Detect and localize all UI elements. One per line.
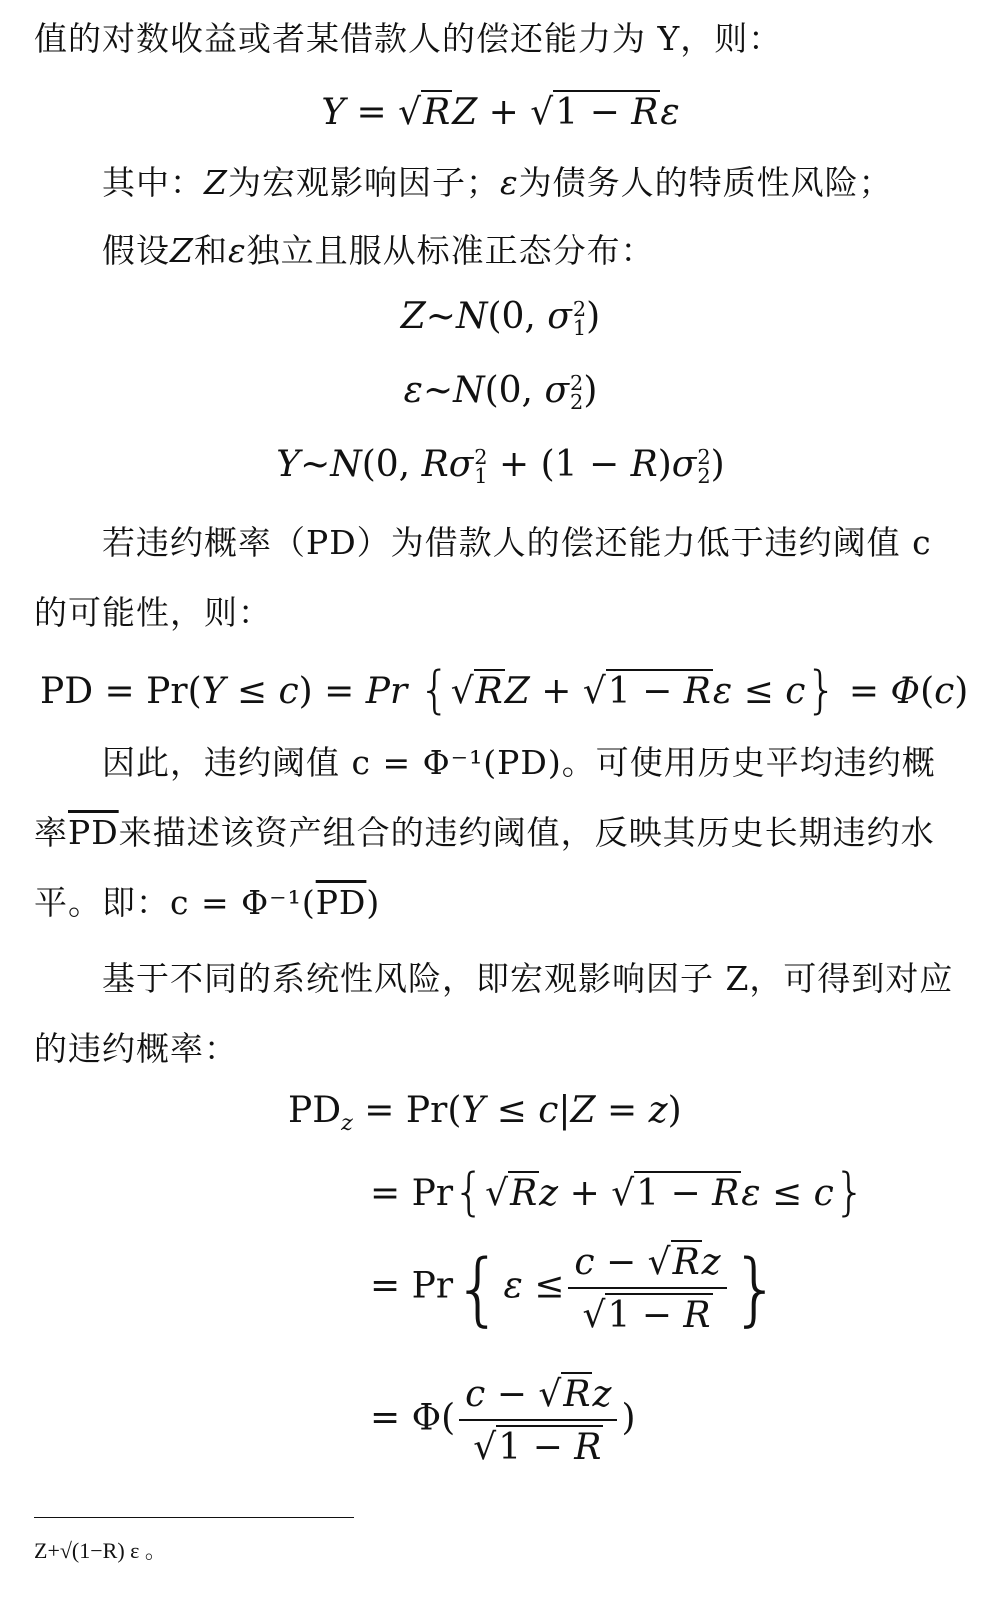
equation-pdz-4: = Φ( $\frac{c - √Rz}{√1 - R}$ )	[370, 1374, 636, 1469]
footnote-divider	[34, 1517, 354, 1518]
threshold-text-c: )	[366, 883, 381, 922]
threshold-text-b: 来描述该资产组合的违约阈值，反映其历史长期违约水平。即：c = Φ⁻¹(	[34, 813, 935, 922]
where-eps-desc: 为债务人的特质性风险；	[518, 163, 893, 202]
assume-desc: 独立且服从标准正态分布：	[246, 231, 655, 270]
paragraph-where	[34, 148, 964, 218]
paragraph-systematic-text: 基于不同的系统性风险，即宏观影响因子 Z，可得到对应的违约概率：	[34, 959, 954, 1068]
where-eps-symbol: ε	[499, 163, 519, 202]
threshold-text-a: 因此，违约阈值 c = Φ⁻¹(PD)。可使用历史平均违约概率	[34, 743, 936, 852]
paragraph-pd-definition	[34, 508, 964, 648]
where-z-symbol: Z	[204, 163, 228, 202]
pd-bar-symbol-2: $\overline{PD}$	[315, 883, 367, 922]
equation-pdz-3: = Pr{ε ≤ $\frac{c - √Rz}{√1 - R}$ }	[370, 1241, 782, 1337]
footnote	[34, 1534, 167, 1565]
paragraph-assume	[34, 216, 964, 286]
paragraph-intro	[34, 4, 964, 74]
equation-pd: PD = Pr(Y ≤ c) = Pr {√RZ + √1 − Rε ≤ c} = Φ(c)	[40, 660, 969, 719]
equation-pdz-1: $PD_z = Pr(Y \le c|Z = z)$	[288, 1090, 682, 1137]
footnote-text: Z+√(1−R) ε 。	[34, 1538, 167, 1563]
assume-prefix: 假设	[102, 231, 170, 270]
assume-z-symbol: Z	[170, 231, 194, 270]
paragraph-systematic	[34, 944, 964, 1084]
paragraph-intro-text: 值的对数收益或者某借款人的偿还能力为 Y，则：	[34, 19, 783, 58]
where-prefix: 其中：	[102, 163, 204, 202]
equation-y: Y = √RZ + √1 − Rε	[321, 92, 680, 133]
pd-bar-symbol: $\overline{PD}$	[68, 813, 119, 852]
paragraph-pd-text: 若违约概率（PD）为借款人的偿还能力低于违约阈值 c 的可能性，则：	[34, 523, 932, 632]
equation-dist-z: Z~N(0, σ 2 1 )	[400, 296, 601, 340]
equation-dist-eps: ε~N(0, σ 2 2 )	[403, 370, 598, 414]
equation-pdz-2: = Pr{√Rz + √1 − Rε ≤ c}	[370, 1162, 866, 1221]
assume-and: 和	[193, 231, 228, 270]
where-z-desc: 为宏观影响因子；	[227, 163, 500, 202]
assume-eps-symbol: ε	[227, 231, 247, 270]
equation-dist-y: Y~N(0, Rσ 2 1 + (1 − R)σ 2 2 )	[276, 444, 725, 488]
paragraph-threshold	[34, 728, 964, 938]
